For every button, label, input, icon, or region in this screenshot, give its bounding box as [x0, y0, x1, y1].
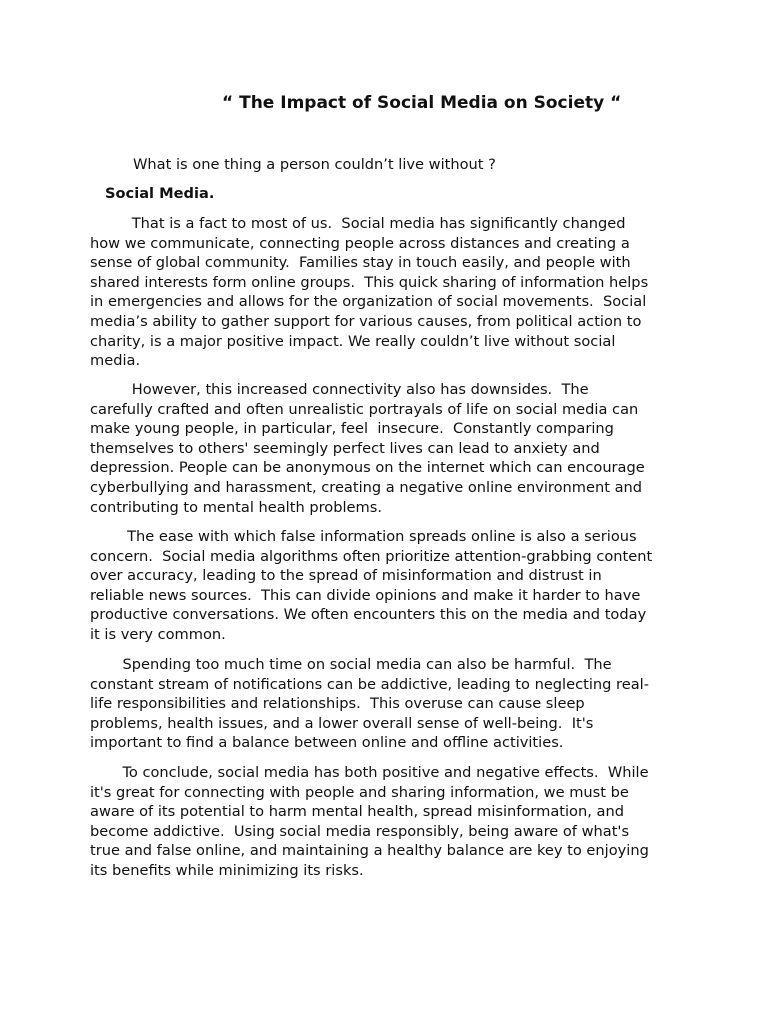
paragraph-line: it is very common.: [90, 625, 226, 643]
document-title: “ The Impact of Social Media on Society “: [222, 93, 622, 113]
paragraph-line: its benefits while minimizing its risks.: [90, 861, 364, 879]
paragraph-line: in emergencies and allows for the organization of social movements. Social: [90, 293, 647, 311]
paragraph-line: To conclude, social media has both positive and negative effects. While: [90, 764, 649, 781]
paragraph-line: carefully crafted and often unrealistic portrayals of life on social media can: [90, 400, 639, 418]
paragraph-line: That is a fact to most of us. Social media has significantly changed: [90, 215, 626, 232]
paragraph-line: media’s ability to gather support for various causes, from political action to: [90, 312, 642, 330]
paragraph-line: The ease with which false information spreads online is also a serious: [90, 528, 637, 545]
body-paragraph-4: [90, 655, 649, 753]
paragraph-line: productive conversations. We often encounters this on the media and today: [90, 606, 647, 624]
paragraph-line: important to find a balance between online and offline activities.: [90, 734, 564, 752]
paragraph-line: problems, health issues, and a lower overall sense of well-being. It's: [90, 714, 594, 732]
paragraph-line: concern. Social media algorithms often prioritize attention-grabbing content: [90, 547, 653, 565]
paragraph-line: sense of global community. Families stay in touch easily, and people with: [90, 254, 631, 272]
paragraph-line: themselves to others' seemingly perfect lives can lead to anxiety and: [90, 439, 600, 457]
paragraph-line: over accuracy, leading to the spread of misinformation and distrust in: [90, 567, 602, 585]
paragraph-line: aware of its potential to harm mental health, spread misinformation, and: [90, 803, 624, 821]
answer-subheading: Social Media.: [105, 185, 215, 202]
paragraph-line: constant stream of notifications can be addictive, leading to neglecting real-: [90, 675, 649, 693]
paragraph-line: life responsibilities and relationships. This overuse can cause sleep: [90, 695, 585, 713]
paragraph-line: media.: [90, 352, 141, 370]
paragraph-line: true and false online, and maintaining a healthy balance are key to enjoying: [90, 842, 649, 860]
paragraph-line: become addictive. Using social media responsibly, being aware of what's: [90, 822, 630, 840]
body-paragraph-2: [90, 380, 645, 517]
paragraph-line: charity, is a major positive impact. We really couldn’t live without social: [90, 332, 616, 350]
body-paragraph-5: [90, 763, 649, 881]
opening-question: What is one thing a person couldn’t live without ?: [133, 156, 496, 173]
paragraph-line: However, this increased connectivity also has downsides. The: [90, 381, 589, 398]
paragraph-line: cyberbullying and harassment, creating a negative online environment and: [90, 478, 643, 496]
paragraph-line: Spending too much time on social media can also be harmful. The: [90, 656, 612, 673]
body-paragraph-3: [90, 527, 652, 645]
body-paragraph-1: [90, 214, 648, 371]
paragraph-line: depression. People can be anonymous on the internet which can encourage: [90, 459, 645, 477]
paragraph-line: shared interests form online groups. This quick sharing of information helps: [90, 273, 649, 291]
paragraph-line: it's great for connecting with people and sharing information, we must be: [90, 783, 629, 801]
paragraph-line: how we communicate, connecting people across distances and creating a: [90, 234, 630, 252]
paragraph-line: reliable news sources. This can divide opinions and make it harder to have: [90, 586, 641, 604]
paragraph-line: contributing to mental health problems.: [90, 498, 382, 516]
paragraph-line: make young people, in particular, feel insecure. Constantly comparing: [90, 420, 614, 438]
